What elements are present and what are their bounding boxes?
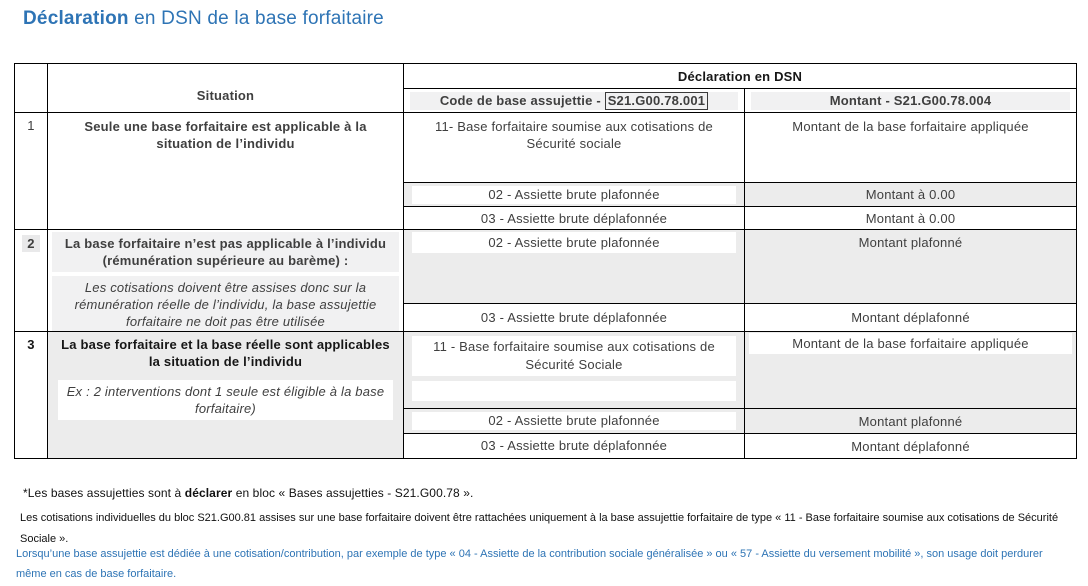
row3-code-03 bbox=[404, 434, 745, 459]
page-title bbox=[23, 8, 384, 30]
row3-montant-11-strip: Montant de la base forfaitaire appliquée bbox=[749, 333, 1072, 354]
page-title-bold: Déclaration bbox=[23, 8, 129, 29]
footnote-2: Les cotisations individuelles du bloc S21.G00.81 assises sur une base forfaitaire doivent être rattachées uniquement à la base assujettie forfaitaire de type « 11 - Base forfaitaire soumise aux cotisations de Sécurité Sociale ». bbox=[20, 512, 1059, 545]
row1-situation: Seule une base forfaitaire est applicable à la situation de l’individu bbox=[48, 113, 404, 230]
footnote-3: Lorsqu’une base assujettie est dédiée à une cotisation/contribution, par exemple de type « 04 - Assiette de la contribution sociale généralisée » ou « 57 - Assiette du versement mobilité », son usage doit perdurer même en cas de base forfaitaire. bbox=[16, 548, 1043, 580]
row2-code-03: 03 - Assiette brute déplafonnée bbox=[404, 304, 745, 332]
row1-number: 1 bbox=[15, 113, 48, 230]
row2-number bbox=[15, 230, 48, 332]
header-montant-strip: Montant - S21.G00.78.004 bbox=[751, 92, 1070, 110]
row3-code-02 bbox=[404, 409, 745, 434]
footnote-1-post: en bloc « Bases assujetties - S21.G00.78 ». bbox=[232, 486, 474, 500]
row1-code-02 bbox=[404, 183, 745, 207]
header-code-strip bbox=[410, 92, 738, 110]
dsn-table bbox=[14, 63, 1077, 459]
row3-situation bbox=[48, 332, 404, 459]
row3-situation-bold: La base forfaitaire et la base réelle sont applicables la situation de l’individu bbox=[61, 337, 390, 369]
row2-number-strip: 2 bbox=[22, 235, 39, 252]
row2-situation bbox=[48, 230, 404, 332]
row1-montant-02: Montant à 0.00 bbox=[745, 183, 1077, 207]
row3-code-empty-strip bbox=[412, 381, 736, 401]
row2-situation-bold: La base forfaitaire n’est pas applicable à l’individu (rémunération supérieure au barème) : bbox=[52, 232, 399, 272]
header-dsn: Déclaration en DSN bbox=[404, 64, 1077, 89]
row3-situation-italic: Ex : 2 interventions dont 1 seule est éligible à la base forfaitaire) bbox=[58, 380, 393, 420]
row2-montant-03: Montant déplafonné bbox=[745, 304, 1077, 332]
row3-montant-03: Montant déplafonné bbox=[745, 434, 1077, 459]
row3-montant-02: Montant plafonné bbox=[745, 409, 1077, 434]
row1-montant-03: Montant à 0.00 bbox=[745, 207, 1077, 230]
row2-situation-italic: Les cotisations doivent être assises donc sur la rémunération réelle de l’individu, la base assujettie forfaitaire ne doit pas être utilisée bbox=[52, 276, 399, 332]
row2-montant-02: Montant plafonné bbox=[745, 230, 1077, 304]
code-ref-box: S21.G00.78.001 bbox=[605, 92, 709, 110]
row3-code-03-strip: 03 - Assiette brute déplafonnée bbox=[412, 437, 736, 455]
header-code bbox=[404, 89, 745, 113]
page-title-rest: en DSN de la base forfaitaire bbox=[128, 8, 384, 29]
header-montant bbox=[745, 89, 1077, 113]
footnote-1-pre: *Les bases assujetties sont à bbox=[23, 486, 185, 500]
header-corner-cell bbox=[15, 64, 48, 113]
row3-code-02-strip: 02 - Assiette brute plafonnée bbox=[412, 412, 736, 430]
row3-code-11 bbox=[404, 332, 745, 409]
row3-number: 3 bbox=[15, 332, 48, 459]
row1-code-02-strip: 02 - Assiette brute plafonnée bbox=[412, 186, 736, 204]
row2-code-02-strip: 02 - Assiette brute plafonnée bbox=[412, 232, 736, 253]
row1-code-03: 03 - Assiette brute déplafonnée bbox=[404, 207, 745, 230]
footnote-1 bbox=[23, 486, 473, 500]
row2-code-02 bbox=[404, 230, 745, 304]
row1-montant-11: Montant de la base forfaitaire appliquée bbox=[745, 113, 1077, 183]
header-situation: Situation bbox=[48, 64, 404, 113]
header-code-label: Code de base assujettie - bbox=[439, 93, 605, 108]
footnote-1-bold: déclarer bbox=[184, 486, 233, 500]
row1-code-11: 11- Base forfaitaire soumise aux cotisations de Sécurité sociale bbox=[404, 113, 745, 183]
row3-code-11-strip: 11 - Base forfaitaire soumise aux cotisations de Sécurité Sociale bbox=[412, 336, 736, 376]
row3-montant-11 bbox=[745, 332, 1077, 409]
